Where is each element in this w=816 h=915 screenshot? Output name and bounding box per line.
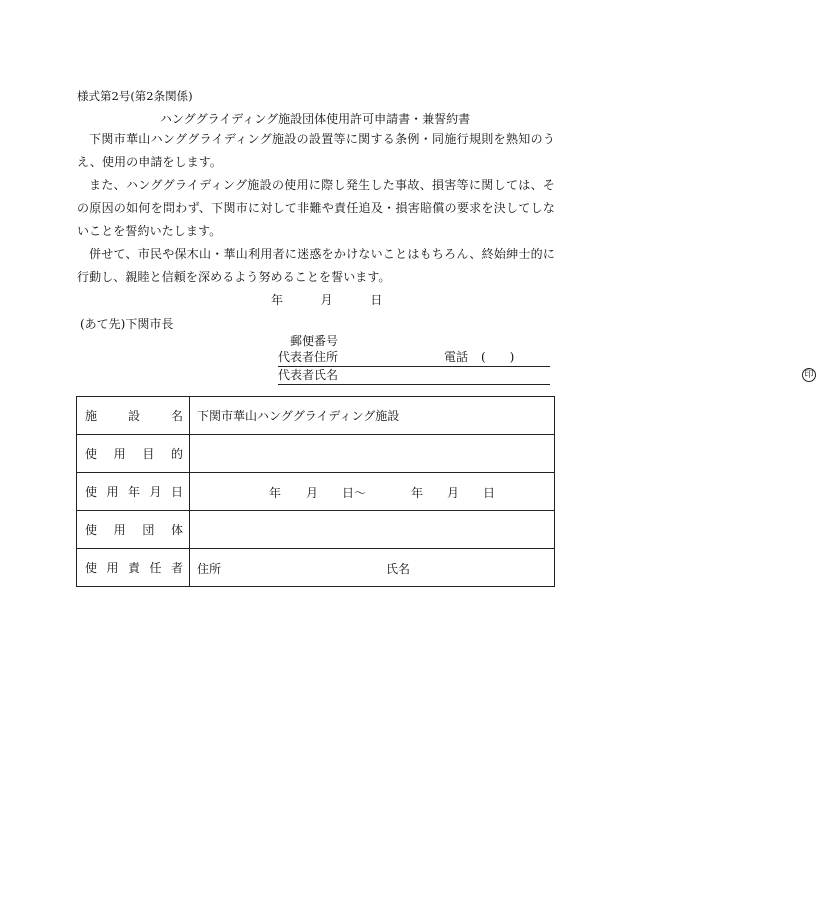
label-char: 用 xyxy=(113,447,126,461)
table-row xyxy=(77,397,555,435)
facility-name-value: 下関市華山ハンググライディング施設 xyxy=(190,397,555,435)
responsible-person-label-cell xyxy=(77,549,190,587)
facility-name-label-cell xyxy=(77,397,190,435)
label-char: 責 xyxy=(127,561,140,575)
user-group-label-cell xyxy=(77,511,190,549)
label-char: 的 xyxy=(170,447,183,461)
addressee: (あて先)下関市長 xyxy=(80,317,174,331)
label-char: 使 xyxy=(85,561,98,575)
usage-date-field[interactable] xyxy=(190,473,555,511)
label-char: 用 xyxy=(113,523,126,537)
user-group-field[interactable] xyxy=(190,511,555,549)
label-char: 者 xyxy=(170,561,183,575)
label-char: 名 xyxy=(170,409,183,423)
seal-icon: 印 xyxy=(802,368,816,382)
label-char: 設 xyxy=(127,409,140,423)
label-char: 使 xyxy=(85,447,98,461)
paragraph-application: 下関市華山ハンググライディング施設の設置等に関する条例・同施行規則を熟知のうえ、使用の申請をします。 xyxy=(77,132,555,169)
paragraph-pledge: また、ハンググライディング施設の使用に際し発生した事故、損害等に関しては、その原因の如何を問わず、下関市に対して非難や責任追及・損害賠償の要求を決してしないことを誓約いたします。 xyxy=(77,178,555,238)
label-char: 月 xyxy=(149,485,162,499)
representative-address-label: 代表者住所 xyxy=(278,350,339,364)
phone-parens: ( ) xyxy=(481,350,515,364)
end-day-label: 日 xyxy=(483,485,496,500)
representative-name-label: 代表者氏名 xyxy=(278,368,339,382)
table-row xyxy=(77,511,555,549)
date-month-label: 月 xyxy=(320,293,333,307)
start-month-label: 月 xyxy=(306,485,319,500)
label-char: 使 xyxy=(85,485,98,499)
usage-details-table xyxy=(76,396,555,587)
label-char: 体 xyxy=(170,523,183,537)
label-char: 施 xyxy=(85,409,98,423)
postal-code-label: 郵便番号 xyxy=(290,334,339,348)
date-day-label: 日 xyxy=(370,293,383,307)
table-row xyxy=(77,549,555,587)
start-day-label: 日〜 xyxy=(342,485,367,500)
usage-date-label-cell xyxy=(77,473,190,511)
responsible-person-labels xyxy=(197,560,554,576)
label-char: 用 xyxy=(106,561,119,575)
representative-address-line[interactable] xyxy=(278,349,550,367)
label-char: 団 xyxy=(142,523,155,537)
responsible-person-field[interactable] xyxy=(190,549,555,587)
label-char: 使 xyxy=(85,523,98,537)
label-char: 年 xyxy=(127,485,140,499)
label-char: 目 xyxy=(142,447,155,461)
purpose-label-cell xyxy=(77,435,190,473)
responsible-name-label: 氏名 xyxy=(386,561,411,576)
table-row xyxy=(77,473,555,511)
form-number: 様式第2号(第2条関係) xyxy=(77,89,193,103)
table-row xyxy=(77,435,555,473)
label-char: 用 xyxy=(106,485,119,499)
end-month-label: 月 xyxy=(447,485,460,500)
date-year-label: 年 xyxy=(271,293,284,307)
phone-label: 電話 xyxy=(444,350,469,364)
label-char: 日 xyxy=(170,485,183,499)
responsible-address-label: 住所 xyxy=(197,561,222,576)
purpose-field[interactable] xyxy=(190,435,555,473)
start-year-label: 年 xyxy=(269,485,282,500)
paragraph-conduct: 併せて、市民や保木山・華山利用者に迷惑をかけないことはもちろん、終始紳士的に行動し、親睦と信頼を深めるよう努めることを誓います。 xyxy=(77,247,555,284)
document-title: ハンググライディング施設団体使用許可申請書・兼誓約書 xyxy=(159,112,471,126)
date-line xyxy=(271,292,382,308)
label-char: 任 xyxy=(149,561,162,575)
usage-period xyxy=(197,484,554,500)
representative-name-line[interactable] xyxy=(278,367,814,385)
end-year-label: 年 xyxy=(411,485,424,500)
